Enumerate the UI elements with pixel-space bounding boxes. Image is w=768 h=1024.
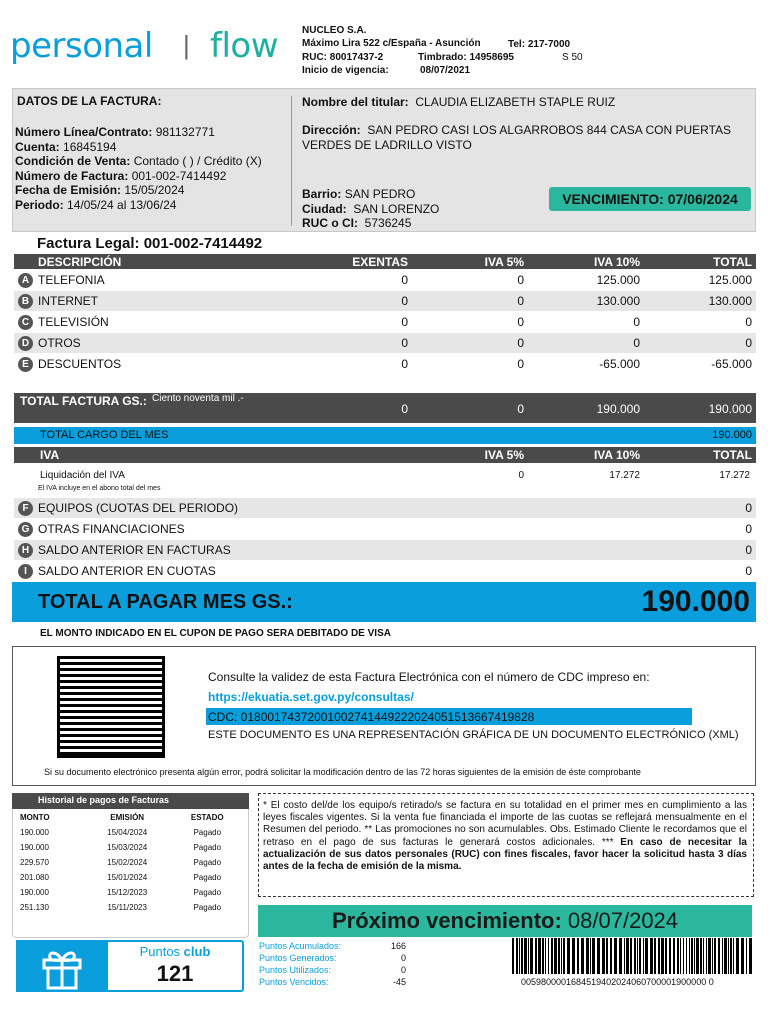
- history-row: [16, 855, 244, 870]
- barcode-bar: [561, 938, 562, 974]
- linea-label: Número Línea/Contrato:: [15, 125, 153, 139]
- cdc-url[interactable]: https://ekuatia.set.gov.py/consultas/: [208, 690, 414, 704]
- row-exentas: 0: [401, 357, 408, 371]
- logo-separator: |: [183, 30, 190, 60]
- barcode-bar: [521, 938, 523, 974]
- history-monto: 190.000: [20, 888, 49, 897]
- barcode-bar: [746, 938, 747, 974]
- row-iva10: 0: [633, 336, 640, 350]
- cond-value: Contado ( ) / Crédito (X): [133, 154, 262, 168]
- history-emision: 15/12/2023: [107, 888, 148, 897]
- flow-logo: flow: [210, 26, 279, 66]
- iva-header-total: TOTAL: [713, 448, 752, 462]
- notes-bold: En caso de necesitar la actualización de sus datos personales (RUC) con fines fiscales, favor hacer la solicitud hasta 3 días antes de la fecha de emisión de la misma.: [263, 836, 747, 873]
- barcode-bar: [706, 938, 707, 974]
- barcode-bar: [586, 938, 589, 974]
- total-factura-label: TOTAL FACTURA GS.:: [20, 394, 147, 408]
- barrio-label: Barrio:: [302, 187, 342, 201]
- barcode-bar: [691, 938, 693, 974]
- barcode-bar: [696, 938, 699, 974]
- row-icon: A: [18, 273, 33, 288]
- barcode-bar: [619, 938, 622, 974]
- inicio-date: 08/07/2021: [420, 65, 471, 76]
- extra-desc: EQUIPOS (CUOTAS DEL PERIODO): [38, 501, 239, 515]
- notes-text: [263, 800, 747, 873]
- iva-header: [14, 447, 756, 463]
- row-desc: OTROS: [38, 336, 81, 350]
- company-s: S 50: [562, 52, 583, 63]
- history-header-monto: MONTO: [20, 813, 50, 822]
- barcode-bar: [610, 938, 612, 974]
- nro-label: Número de Factura:: [15, 168, 129, 183]
- barcode-bar: [703, 938, 704, 974]
- company-name: NUCLEO S.A.: [302, 25, 367, 36]
- barcode-bar: [551, 938, 553, 974]
- barcode-bar: [590, 938, 591, 974]
- extra-icon: H: [18, 543, 33, 558]
- cuenta-label: Cuenta:: [15, 139, 60, 154]
- history-header-estado: ESTADO: [190, 813, 224, 822]
- barcode-bar: [730, 938, 732, 974]
- liq-iva10: 17.272: [609, 470, 640, 481]
- barcode-bar: [637, 938, 638, 974]
- table-row: [14, 291, 756, 311]
- barcode-bar: [718, 938, 720, 974]
- history-monto: 190.000: [20, 828, 49, 837]
- history-row: [16, 900, 244, 915]
- barcode-bar: [708, 938, 711, 974]
- history-monto: 251.130: [20, 903, 49, 912]
- total-iva5: 0: [517, 402, 524, 416]
- barcode-bar: [597, 938, 600, 974]
- barcode-bar: [654, 938, 656, 974]
- row-exentas: 0: [401, 294, 408, 308]
- total-words: Ciento noventa mil .-: [152, 393, 244, 404]
- barcode-bar: [658, 938, 660, 974]
- row-total: -65.000: [711, 357, 752, 371]
- header-iva10: IVA 10%: [593, 255, 640, 269]
- history-estado: Pagado: [193, 888, 222, 897]
- history-row: [16, 870, 244, 885]
- cond-label: Condición de Venta:: [15, 154, 131, 168]
- history-row: [16, 885, 244, 900]
- barcode-bar: [535, 938, 537, 974]
- row-desc: INTERNET: [38, 294, 98, 308]
- barcode-bar: [602, 938, 605, 974]
- row-exentas: 0: [401, 336, 408, 350]
- club-label-a: Puntos: [139, 944, 184, 959]
- table-header: [14, 254, 756, 269]
- history-emision: 15/03/2024: [107, 843, 148, 852]
- barcode-bar: [572, 938, 575, 974]
- ruc-label: RUC o CI:: [302, 216, 358, 230]
- row-iva10: 130.000: [596, 294, 640, 308]
- history-emision: 15/02/2024: [107, 858, 148, 867]
- barcode-bar: [665, 938, 667, 974]
- ciudad-value: SAN LORENZO: [353, 201, 440, 216]
- periodo-label: Periodo:: [15, 197, 64, 212]
- company-tel: Tel: 217-7000: [508, 39, 571, 50]
- total-factura-row: [14, 393, 756, 423]
- puntos-value: 0: [400, 953, 406, 963]
- liq-iva5: 0: [518, 470, 524, 481]
- proximo-vencimiento: [258, 905, 752, 937]
- company-timbrado: Timbrado: 14958695: [418, 52, 514, 63]
- history-estado: Pagado: [193, 858, 222, 867]
- iva-note: El IVA incluye en el abono total del mes: [38, 485, 161, 492]
- extra-row: [14, 540, 756, 560]
- row-iva10: 125.000: [596, 273, 640, 287]
- table-row: [14, 270, 756, 290]
- ruc-value: 5736245: [364, 216, 412, 230]
- liq-label: Liquidación del IVA: [40, 470, 125, 481]
- barcode-bar: [724, 938, 727, 974]
- barcode-bar: [614, 938, 617, 974]
- extra-icon: I: [18, 564, 33, 579]
- fecha-label: Fecha de Emisión:: [15, 183, 122, 197]
- barcode-number: 0059800001684519402024060700001900000 0: [521, 977, 714, 987]
- total-iva10: 190.000: [596, 402, 640, 416]
- pagar-value: 190.000: [641, 585, 750, 618]
- row-icon: C: [18, 315, 33, 330]
- barcode-bar: [722, 938, 723, 974]
- titular-label: Nombre del titular:: [302, 95, 409, 109]
- row-total: 125.000: [708, 273, 752, 287]
- iva-header-iva5: IVA 5%: [484, 448, 524, 462]
- barcode-bar: [519, 938, 520, 974]
- puntos-value: 166: [390, 941, 406, 951]
- barcode-bar: [643, 938, 644, 974]
- barcode-bar: [577, 938, 579, 974]
- barcode-bar: [581, 938, 584, 974]
- row-iva10: -65.000: [599, 357, 640, 371]
- barcode-bar: [512, 938, 514, 974]
- club-points: 121: [156, 961, 194, 986]
- barcode-bar: [630, 938, 632, 974]
- extra-row: [14, 498, 756, 518]
- extra-desc: SALDO ANTERIOR EN FACTURAS: [38, 543, 231, 557]
- gift-icon: [16, 940, 108, 992]
- periodo-value: 14/05/24 al 13/06/24: [67, 197, 177, 212]
- history-emision: 15/11/2023: [107, 903, 147, 912]
- extra-value: 0: [745, 564, 752, 578]
- barcode-bar: [524, 938, 527, 974]
- ciudad-label: Ciudad:: [302, 201, 347, 216]
- row-desc: DESCUENTOS: [38, 357, 122, 371]
- vencimiento-badge: VENCIMIENTO: 07/06/2024: [549, 187, 751, 211]
- barcode-bar: [548, 938, 549, 974]
- dir-value: SAN PEDRO CASI LOS ALGARROBOS 844 CASA CON PUERTAS VERDES DE LADRILLO VISTO: [302, 123, 732, 152]
- inicio-label: Inicio de vigencia:: [302, 65, 389, 76]
- history-estado: Pagado: [193, 903, 222, 912]
- history-monto: 229.570: [20, 858, 49, 867]
- extra-value: 0: [745, 501, 752, 515]
- row-iva5: 0: [517, 357, 524, 371]
- cargo-value: 190.000: [712, 429, 752, 441]
- barcode-bar: [645, 938, 648, 974]
- row-icon: E: [18, 357, 33, 372]
- cdc-consulte: Consulte la validez de esta Factura Electrónica con el número de CDC impreso en:: [208, 670, 650, 684]
- barcode-bar: [650, 938, 653, 974]
- barcode-bar: [736, 938, 739, 974]
- row-total: 0: [745, 336, 752, 350]
- header-total: TOTAL: [713, 255, 752, 269]
- history-estado: Pagado: [193, 828, 222, 837]
- barcode-bar: [592, 938, 595, 974]
- barcode-bar: [538, 938, 541, 974]
- table-row: [14, 333, 756, 353]
- row-desc: TELEFONIA: [38, 273, 105, 287]
- iva-header-iva10: IVA 10%: [593, 448, 640, 462]
- row-exentas: 0: [401, 273, 408, 287]
- history-row: [16, 825, 244, 840]
- invoice-left-info: [15, 125, 262, 212]
- puntos-label: Puntos Vencidos:: [259, 977, 329, 987]
- extra-icon: F: [18, 501, 33, 516]
- history-title: Historial de pagos de Facturas: [12, 793, 249, 809]
- puntos-label: Puntos Utilizados:: [259, 965, 332, 975]
- history-monto: 201.080: [20, 873, 49, 882]
- history-emision: 15/01/2024: [107, 873, 148, 882]
- barcode-bar: [639, 938, 641, 974]
- barcode-bar: [749, 938, 752, 974]
- puntos-label: Puntos Generados:: [259, 953, 337, 963]
- barcode-bar: [661, 938, 664, 974]
- factura-legal: Factura Legal: 001-002-7414492: [37, 235, 263, 252]
- barcode-bar: [542, 938, 544, 974]
- barcode-bar: [700, 938, 702, 974]
- barcode-bar: [563, 938, 565, 974]
- history-table: [16, 810, 244, 915]
- liquidacion-row: [14, 466, 756, 496]
- barrio-value: SAN PEDRO: [344, 187, 416, 201]
- row-iva5: 0: [517, 336, 524, 350]
- cdc-error: Si su documento electrónico presenta algún error, podrá solicitar la modificación dentro de las 72 horas siguientes de la emisión de éste comprobante: [44, 767, 641, 777]
- table-row: [14, 312, 756, 332]
- barcode-bar: [545, 938, 546, 974]
- iva-header-label: IVA: [40, 448, 60, 462]
- box-divider: [291, 96, 292, 226]
- titular-value: CLAUDIA ELIZABETH STAPLE RUIZ: [415, 95, 616, 109]
- row-icon: D: [18, 336, 33, 351]
- company-ruc: RUC: 80017437-2: [302, 52, 384, 63]
- barcode: [512, 938, 752, 974]
- barcode-bar: [554, 938, 557, 974]
- extra-desc: SALDO ANTERIOR EN CUOTAS: [38, 564, 216, 578]
- cargo-label: TOTAL CARGO DEL MES: [40, 429, 169, 441]
- barcode-bar: [606, 938, 608, 974]
- history-estado: Pagado: [193, 873, 222, 882]
- cargo-mes-row: [14, 427, 756, 444]
- proximo-label: Próximo vencimiento:: [331, 908, 562, 933]
- row-iva5: 0: [517, 315, 524, 329]
- extra-desc: OTRAS FINANCIACIONES: [38, 522, 185, 536]
- notes-plain: * El costo del/de los equipo/s retirado/s se factura en su totalidad en el primer mes en cumplimiento a las leyes fiscales vigentes. Si la venta fue financiada el importe de las cuotas se reflejará mensualmente en el Resumen del periodo. ** Las promociones no son acumulables. Obs. Estimado Cliente le recordamos que el retraso en el pago de sus facturas le generará costos adicionales. ***: [263, 800, 747, 848]
- barcode-bar: [558, 938, 560, 974]
- location-info: [302, 187, 439, 231]
- barcode-bar: [528, 938, 529, 974]
- history-monto: 190.000: [20, 843, 49, 852]
- qr-code[interactable]: [57, 656, 165, 758]
- invoice-title: DATOS DE LA FACTURA:: [17, 94, 162, 108]
- row-desc: TELEVISIÓN: [38, 315, 109, 329]
- proximo-date: 08/07/2024: [567, 908, 679, 933]
- extra-value: 0: [745, 522, 752, 536]
- history-row: [16, 840, 244, 855]
- cdc-doc: ESTE DOCUMENTO ES UNA REPRESENTACIÓN GRÁFICA DE UN DOCUMENTO ELECTRÓNICO (XML): [208, 729, 739, 741]
- extra-value: 0: [745, 543, 752, 557]
- barcode-bar: [626, 938, 629, 974]
- barcode-bar: [680, 938, 681, 974]
- linea-value: 981132771: [155, 125, 215, 139]
- extra-row: [14, 519, 756, 539]
- table-row: [14, 354, 756, 374]
- row-iva10: 0: [633, 315, 640, 329]
- header-desc: DESCRIPCIÓN: [38, 255, 122, 269]
- row-total: 130.000: [708, 294, 752, 308]
- personal-logo: personal: [10, 26, 153, 66]
- extra-icon: G: [18, 522, 33, 537]
- puntos-value: 0: [400, 965, 406, 975]
- row-iva5: 0: [517, 273, 524, 287]
- barcode-bar: [530, 938, 533, 974]
- direccion: [302, 123, 742, 152]
- header-iva5: IVA 5%: [484, 255, 524, 269]
- barcode-bar: [624, 938, 625, 974]
- extra-row: [14, 561, 756, 581]
- barcode-bar: [673, 938, 675, 974]
- barcode-bar: [634, 938, 636, 974]
- barcode-bar: [683, 938, 684, 974]
- company-address: Máximo Lira 522 c/España - Asunción: [302, 38, 481, 49]
- puntos-value: -45: [392, 977, 406, 987]
- total-total: 190.000: [708, 402, 752, 416]
- visa-notice: EL MONTO INDICADO EN EL CUPON DE PAGO SERA DEBITADO DE VISA: [40, 628, 391, 639]
- club-label-b: club: [183, 944, 211, 959]
- cuenta-value: 16845194: [63, 139, 117, 154]
- barcode-bar: [686, 938, 687, 974]
- barcode-bar: [733, 938, 734, 974]
- history-emision: 15/04/2024: [107, 828, 148, 837]
- total-exentas: 0: [401, 402, 408, 416]
- dir-label: Dirección:: [302, 123, 361, 137]
- barcode-bar: [712, 938, 713, 974]
- pagar-label: TOTAL A PAGAR MES GS.:: [38, 591, 293, 613]
- fecha-value: 15/05/2024: [124, 183, 185, 197]
- header-exentas: EXENTAS: [352, 255, 408, 269]
- row-exentas: 0: [401, 315, 408, 329]
- row-total: 0: [745, 315, 752, 329]
- barcode-bar: [741, 938, 744, 974]
- barcode-bar: [516, 938, 518, 974]
- barcode-bar: [714, 938, 716, 974]
- nro-value: 001-002-7414492: [131, 168, 227, 183]
- liq-total: 17.272: [719, 470, 750, 481]
- barcode-bar: [669, 938, 671, 974]
- barcode-bar: [567, 938, 570, 974]
- total-pagar-bar: [12, 582, 756, 622]
- history-estado: Pagado: [193, 843, 222, 852]
- row-iva5: 0: [517, 294, 524, 308]
- row-icon: B: [18, 294, 33, 309]
- titular: [302, 95, 615, 109]
- history-header-emision: EMISIÓN: [110, 813, 145, 822]
- barcode-bar: [694, 938, 695, 974]
- puntos-label: Puntos Acumulados:: [259, 941, 342, 951]
- cdc-code: CDC: 01800174372001002741449222024051513667419828: [206, 708, 692, 725]
- barcode-bar: [728, 938, 729, 974]
- barcode-bar: [677, 938, 679, 974]
- club-label: [108, 944, 242, 959]
- barcode-bar: [689, 938, 690, 974]
